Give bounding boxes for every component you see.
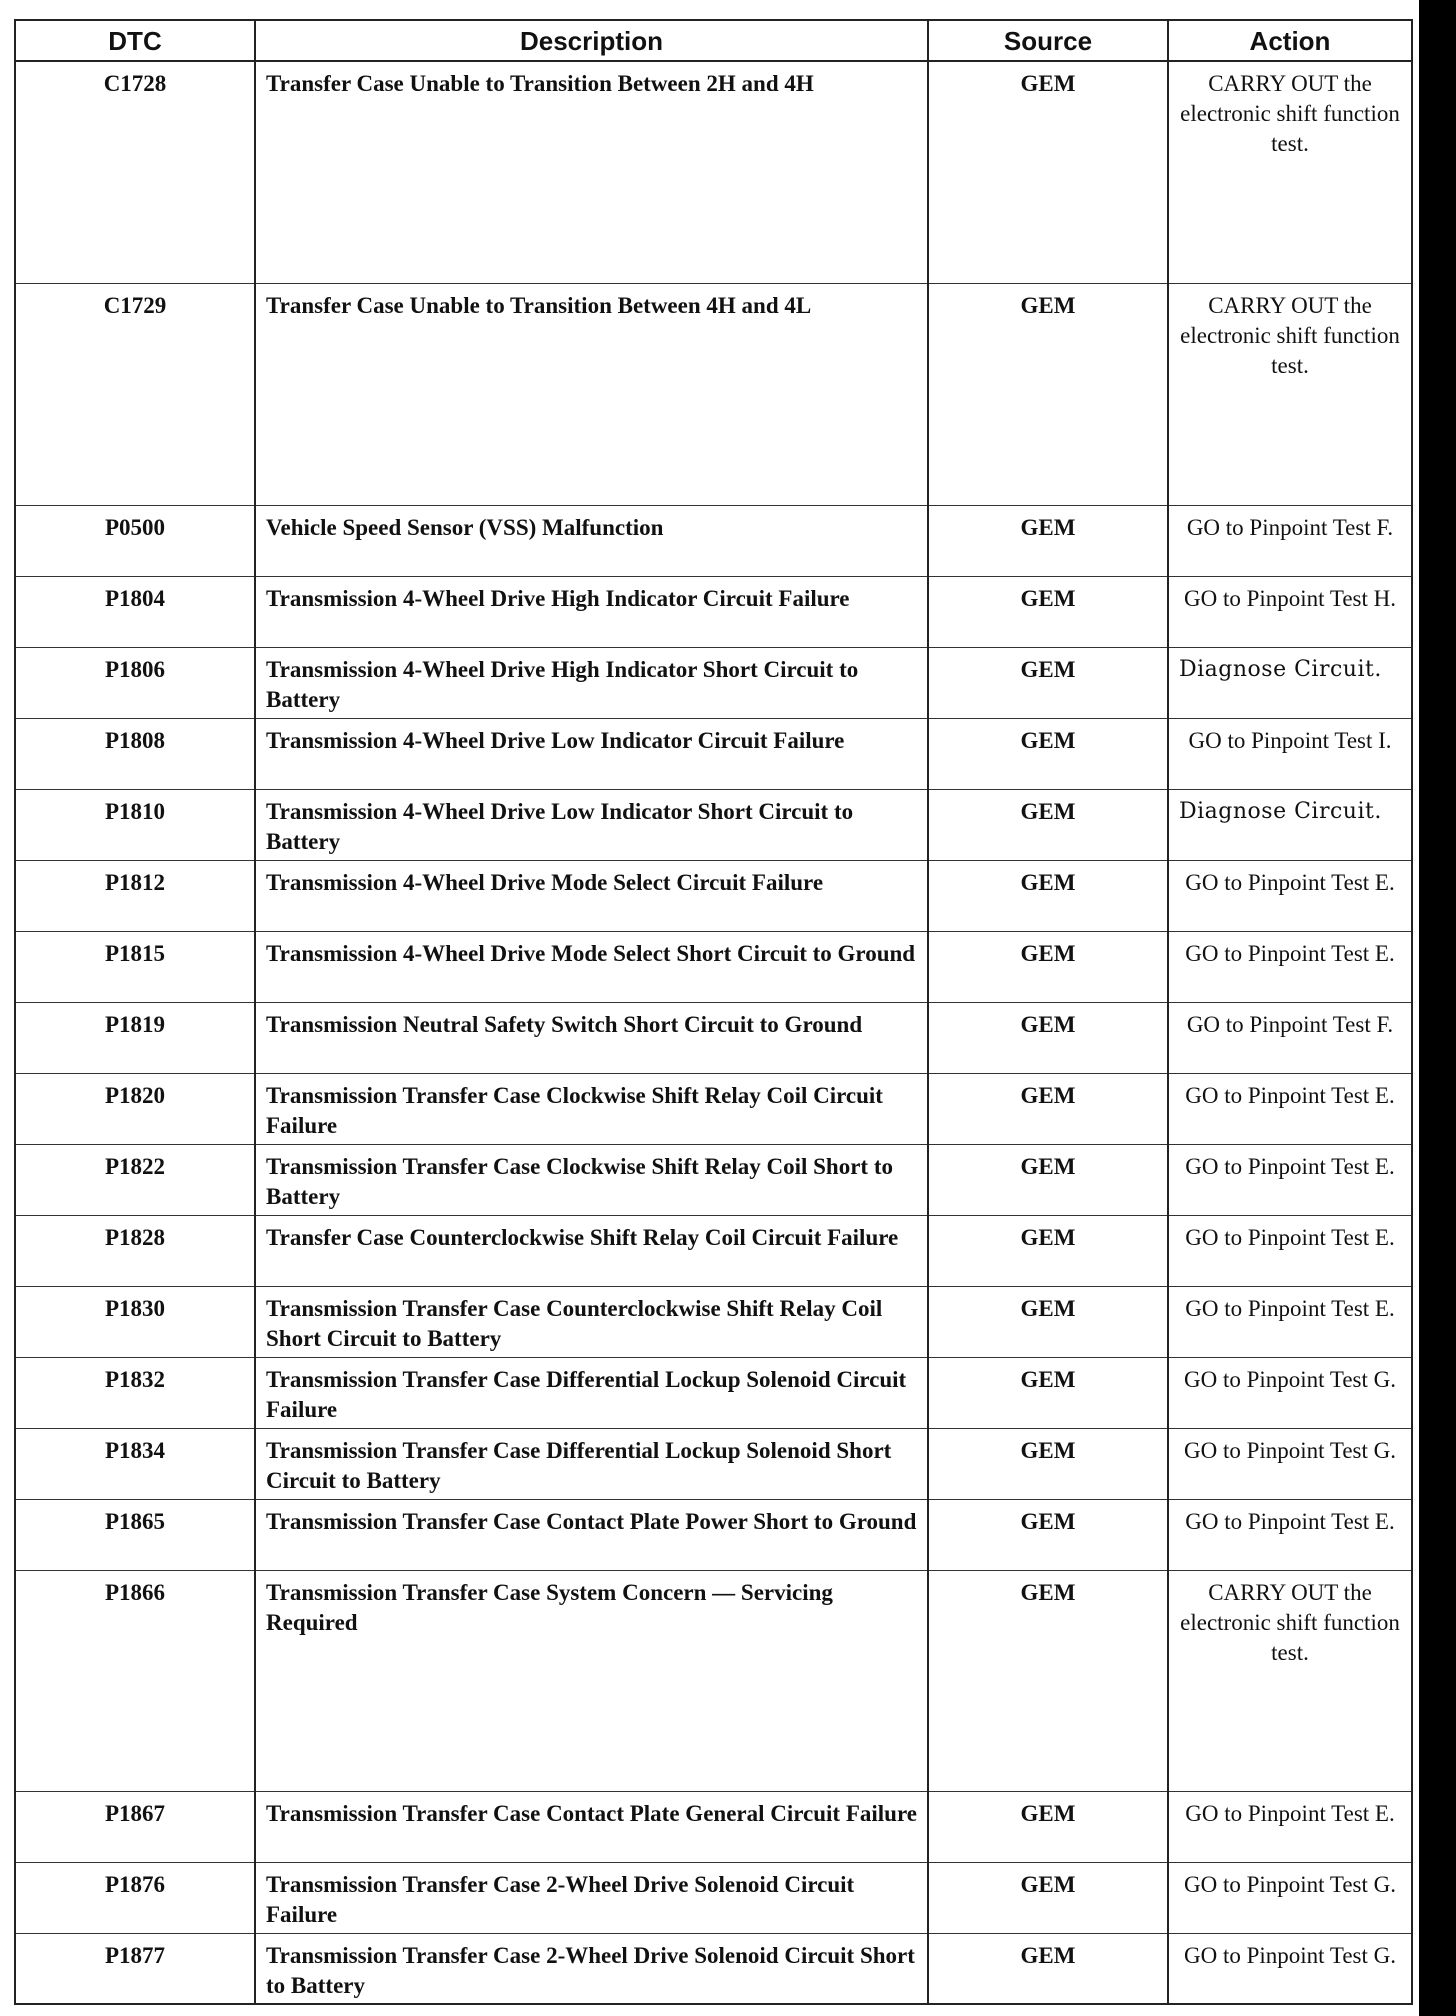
table-row [15, 1073, 1412, 1144]
dtc-source: GEM [928, 789, 1168, 860]
table-row [15, 718, 1412, 789]
page-edge-bar [1419, 0, 1456, 2016]
dtc-action: CARRY OUT the electronic shift function test. [1168, 61, 1412, 283]
dtc-code: P1804 [15, 576, 255, 647]
dtc-source: GEM [928, 1144, 1168, 1215]
dtc-action: Diagnose Circuit. [1168, 789, 1412, 860]
table-row [15, 789, 1412, 860]
dtc-action: GO to Pinpoint Test G. [1168, 1428, 1412, 1499]
table-row [15, 1357, 1412, 1428]
dtc-source: GEM [928, 931, 1168, 1002]
dtc-code: P1828 [15, 1215, 255, 1286]
dtc-source: GEM [928, 1570, 1168, 1791]
dtc-action: GO to Pinpoint Test G. [1168, 1357, 1412, 1428]
dtc-source: GEM [928, 283, 1168, 505]
dtc-source: GEM [928, 1428, 1168, 1499]
dtc-description: Transmission Transfer Case Contact Plate Power Short to Ground [255, 1499, 928, 1570]
dtc-description: Transmission Transfer Case Differential Lockup Solenoid Circuit Failure [255, 1357, 928, 1428]
dtc-source: GEM [928, 61, 1168, 283]
dtc-action: GO to Pinpoint Test F. [1168, 505, 1412, 576]
table-row [15, 1002, 1412, 1073]
dtc-action: GO to Pinpoint Test G. [1168, 1933, 1412, 2004]
dtc-description: Transmission Transfer Case Differential Lockup Solenoid Short Circuit to Battery [255, 1428, 928, 1499]
column-header-source: Source [928, 20, 1168, 61]
dtc-action: GO to Pinpoint Test I. [1168, 718, 1412, 789]
dtc-source: GEM [928, 718, 1168, 789]
dtc-description: Transmission 4-Wheel Drive Mode Select Circuit Failure [255, 860, 928, 931]
dtc-code: P1834 [15, 1428, 255, 1499]
dtc-action: CARRY OUT the electronic shift function test. [1168, 1570, 1412, 1791]
dtc-description: Transmission 4-Wheel Drive Mode Select Short Circuit to Ground [255, 931, 928, 1002]
dtc-action: GO to Pinpoint Test E. [1168, 1144, 1412, 1215]
dtc-action: CARRY OUT the electronic shift function test. [1168, 283, 1412, 505]
dtc-code: P1866 [15, 1570, 255, 1791]
table-row [15, 1862, 1412, 1933]
table-row [15, 1499, 1412, 1570]
table-row [15, 931, 1412, 1002]
dtc-code: P1808 [15, 718, 255, 789]
table-row [15, 1570, 1412, 1791]
dtc-source: GEM [928, 505, 1168, 576]
dtc-code: P1810 [15, 789, 255, 860]
dtc-code: P1865 [15, 1499, 255, 1570]
dtc-action: GO to Pinpoint Test E. [1168, 1215, 1412, 1286]
dtc-code: P1830 [15, 1286, 255, 1357]
dtc-description: Transmission 4-Wheel Drive Low Indicator Circuit Failure [255, 718, 928, 789]
dtc-action: GO to Pinpoint Test E. [1168, 860, 1412, 931]
table-row [15, 1428, 1412, 1499]
dtc-description: Transfer Case Counterclockwise Shift Relay Coil Circuit Failure [255, 1215, 928, 1286]
dtc-source: GEM [928, 647, 1168, 718]
dtc-source: GEM [928, 1002, 1168, 1073]
dtc-description: Transmission Transfer Case 2-Wheel Drive Solenoid Circuit Failure [255, 1862, 928, 1933]
dtc-description: Transfer Case Unable to Transition Between 4H and 4L [255, 283, 928, 505]
dtc-action: GO to Pinpoint Test E. [1168, 931, 1412, 1002]
table-row [15, 1791, 1412, 1862]
dtc-action: GO to Pinpoint Test E. [1168, 1073, 1412, 1144]
dtc-action: GO to Pinpoint Test F. [1168, 1002, 1412, 1073]
dtc-code: P1819 [15, 1002, 255, 1073]
dtc-description: Transmission 4-Wheel Drive High Indicator Circuit Failure [255, 576, 928, 647]
table-row [15, 1215, 1412, 1286]
dtc-source: GEM [928, 576, 1168, 647]
table-row [15, 860, 1412, 931]
dtc-code: P1832 [15, 1357, 255, 1428]
dtc-source: GEM [928, 1286, 1168, 1357]
dtc-code: P1812 [15, 860, 255, 931]
dtc-description: Transmission 4-Wheel Drive High Indicator Short Circuit to Battery [255, 647, 928, 718]
table-row [15, 505, 1412, 576]
dtc-description: Transmission Transfer Case Clockwise Shift Relay Coil Circuit Failure [255, 1073, 928, 1144]
dtc-description: Transmission Neutral Safety Switch Short Circuit to Ground [255, 1002, 928, 1073]
dtc-source: GEM [928, 1499, 1168, 1570]
table-row [15, 1286, 1412, 1357]
column-header-action: Action [1168, 20, 1412, 61]
dtc-action: GO to Pinpoint Test E. [1168, 1286, 1412, 1357]
dtc-source: GEM [928, 1357, 1168, 1428]
dtc-source: GEM [928, 1862, 1168, 1933]
dtc-code: C1728 [15, 61, 255, 283]
dtc-code: P1867 [15, 1791, 255, 1862]
dtc-source: GEM [928, 860, 1168, 931]
dtc-source: GEM [928, 1933, 1168, 2004]
dtc-description: Transmission Transfer Case Counterclockwise Shift Relay Coil Short Circuit to Battery [255, 1286, 928, 1357]
dtc-code: P1876 [15, 1862, 255, 1933]
dtc-description: Transmission Transfer Case 2-Wheel Drive Solenoid Circuit Short to Battery [255, 1933, 928, 2004]
dtc-code: P0500 [15, 505, 255, 576]
dtc-action: GO to Pinpoint Test G. [1168, 1862, 1412, 1933]
dtc-description: Transmission 4-Wheel Drive Low Indicator Short Circuit to Battery [255, 789, 928, 860]
table-row [15, 647, 1412, 718]
dtc-description: Vehicle Speed Sensor (VSS) Malfunction [255, 505, 928, 576]
dtc-code: P1877 [15, 1933, 255, 2004]
column-header-description: Description [255, 20, 928, 61]
dtc-code: P1820 [15, 1073, 255, 1144]
dtc-source: GEM [928, 1215, 1168, 1286]
dtc-description: Transfer Case Unable to Transition Between 2H and 4H [255, 61, 928, 283]
column-header-dtc: DTC [15, 20, 255, 61]
table-header-row [15, 20, 1412, 61]
dtc-source: GEM [928, 1073, 1168, 1144]
dtc-description: Transmission Transfer Case Clockwise Shift Relay Coil Short to Battery [255, 1144, 928, 1215]
dtc-action: GO to Pinpoint Test E. [1168, 1791, 1412, 1862]
table-row [15, 1144, 1412, 1215]
dtc-code: P1806 [15, 647, 255, 718]
dtc-action: GO to Pinpoint Test H. [1168, 576, 1412, 647]
table-row [15, 1933, 1412, 2004]
dtc-description: Transmission Transfer Case System Concern — Servicing Required [255, 1570, 928, 1791]
dtc-description: Transmission Transfer Case Contact Plate General Circuit Failure [255, 1791, 928, 1862]
dtc-code: P1822 [15, 1144, 255, 1215]
dtc-table [14, 19, 1413, 2005]
dtc-code: C1729 [15, 283, 255, 505]
dtc-action: Diagnose Circuit. [1168, 647, 1412, 718]
dtc-source: GEM [928, 1791, 1168, 1862]
dtc-code: P1815 [15, 931, 255, 1002]
table-row [15, 283, 1412, 505]
dtc-action: GO to Pinpoint Test E. [1168, 1499, 1412, 1570]
table-row [15, 61, 1412, 283]
table-row [15, 576, 1412, 647]
